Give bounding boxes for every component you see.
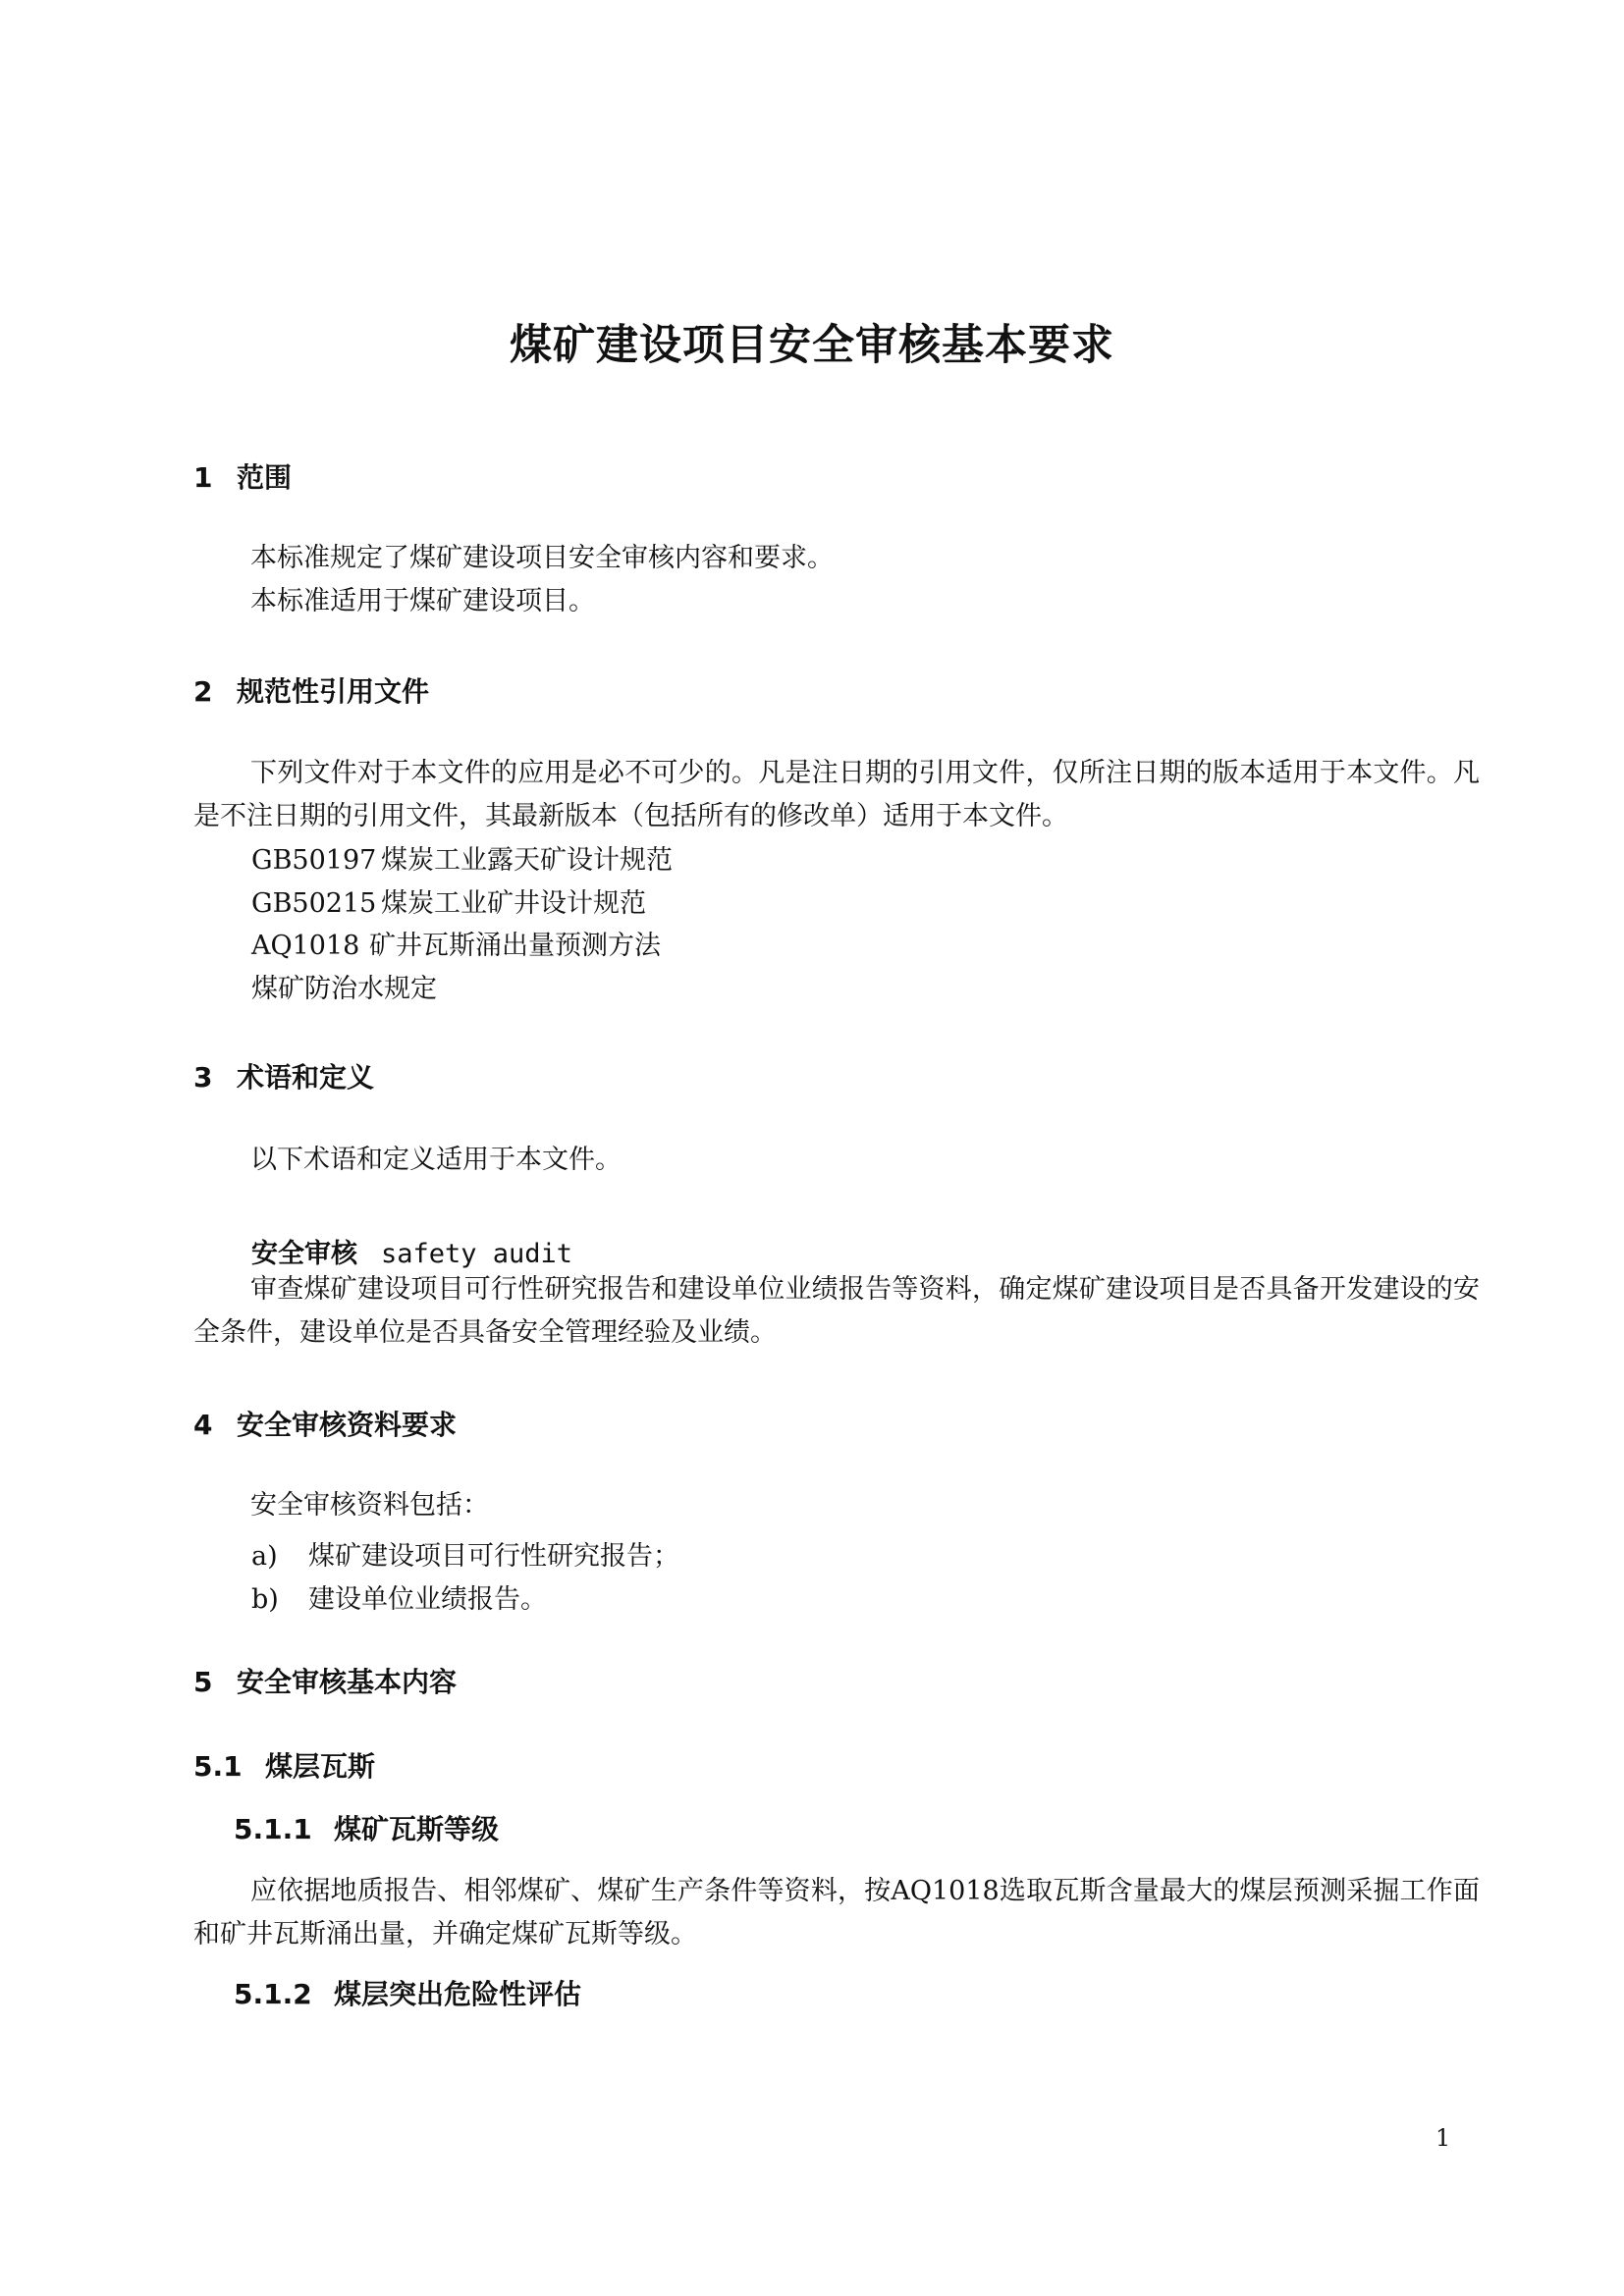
section-number: 2 [193, 675, 213, 708]
paragraph: 本标准适用于煤矿建设项目。 [250, 586, 595, 616]
term-english: safety audit [381, 1239, 573, 1269]
list-text: 煤矿建设项目可行性研究报告； [308, 1541, 679, 1572]
subsection-number: 5.1.1 [234, 1813, 312, 1845]
section-title: 安全审核资料要求 [237, 1409, 458, 1441]
section-number: 3 [193, 1061, 213, 1094]
subsection-heading-5-1-1 [234, 1808, 499, 1847]
paragraph: 安全审核资料包括： [250, 1490, 489, 1521]
section-heading-2 [193, 670, 429, 710]
subsection-number: 5.1 [193, 1750, 243, 1783]
section-title: 规范性引用文件 [237, 675, 430, 708]
document-title: 煤矿建设项目安全审核基本要求 [510, 321, 1114, 370]
paragraph: 以下术语和定义适用于本文件。 [250, 1145, 622, 1175]
paragraph: 本标准规定了煤矿建设项目安全审核内容和要求。 [250, 543, 834, 573]
term-entry [251, 1232, 572, 1270]
section-title: 术语和定义 [237, 1061, 375, 1094]
list-item [251, 1534, 679, 1573]
subsection-heading-5-1-2 [234, 1973, 581, 2012]
reference-name: 矿井瓦斯涌出量预测方法 [369, 931, 661, 961]
list-item [251, 1577, 547, 1616]
section-number: 4 [193, 1409, 213, 1441]
subsection-heading-5-1 [193, 1745, 375, 1785]
page-number: 1 [1435, 2124, 1451, 2152]
term-chinese: 安全审核 [251, 1239, 357, 1269]
subsection-title: 煤矿瓦斯等级 [334, 1813, 500, 1845]
list-text: 建设单位业绩报告。 [308, 1584, 547, 1615]
section-number: 1 [193, 461, 213, 494]
list-label: b) [251, 1584, 279, 1615]
reference-code: GB50215 [251, 888, 377, 919]
reference-code: AQ1018 [251, 931, 360, 961]
reference-item [251, 967, 437, 1005]
reference-item [251, 838, 673, 877]
reference-item [251, 924, 661, 962]
subsection-number: 5.1.2 [234, 1978, 312, 2010]
term-definition: 审查煤矿建设项目可行性研究报告和建设单位业绩报告等资料，确定煤矿建设项目是否具备开发建设的安全条件，建设单位是否具备安全管理经验及业绩。 [193, 1274, 1480, 1348]
list-label: a) [251, 1541, 278, 1572]
reference-name: 煤矿防治水规定 [251, 974, 437, 1004]
section-title: 安全审核基本内容 [237, 1666, 458, 1698]
section-number: 5 [193, 1666, 213, 1698]
section-title: 范围 [237, 461, 293, 494]
section-heading-3 [193, 1056, 374, 1095]
reference-name: 煤炭工业露天矿设计规范 [381, 845, 673, 876]
subsection-title: 煤层突出危险性评估 [334, 1978, 582, 2010]
section-heading-1 [193, 456, 292, 496]
section-heading-5 [193, 1661, 457, 1700]
reference-code: GB50197 [251, 845, 377, 876]
reference-item [251, 881, 646, 920]
subsection-title: 煤层瓦斯 [265, 1750, 376, 1783]
section-heading-4 [193, 1404, 457, 1443]
paragraph: 应依据地质报告、相邻煤矿、煤矿生产条件等资料，按AQ1018选取瓦斯含量最大的煤层预测采掘工作面和矿井瓦斯涌出量，并确定煤矿瓦斯等级。 [193, 1876, 1480, 1949]
paragraph: 下列文件对于本文件的应用是必不可少的。凡是注日期的引用文件，仅所注日期的版本适用于本文件。凡是不注日期的引用文件，其最新版本（包括所有的修改单）适用于本文件。 [193, 758, 1480, 831]
reference-name: 煤炭工业矿井设计规范 [381, 888, 646, 919]
